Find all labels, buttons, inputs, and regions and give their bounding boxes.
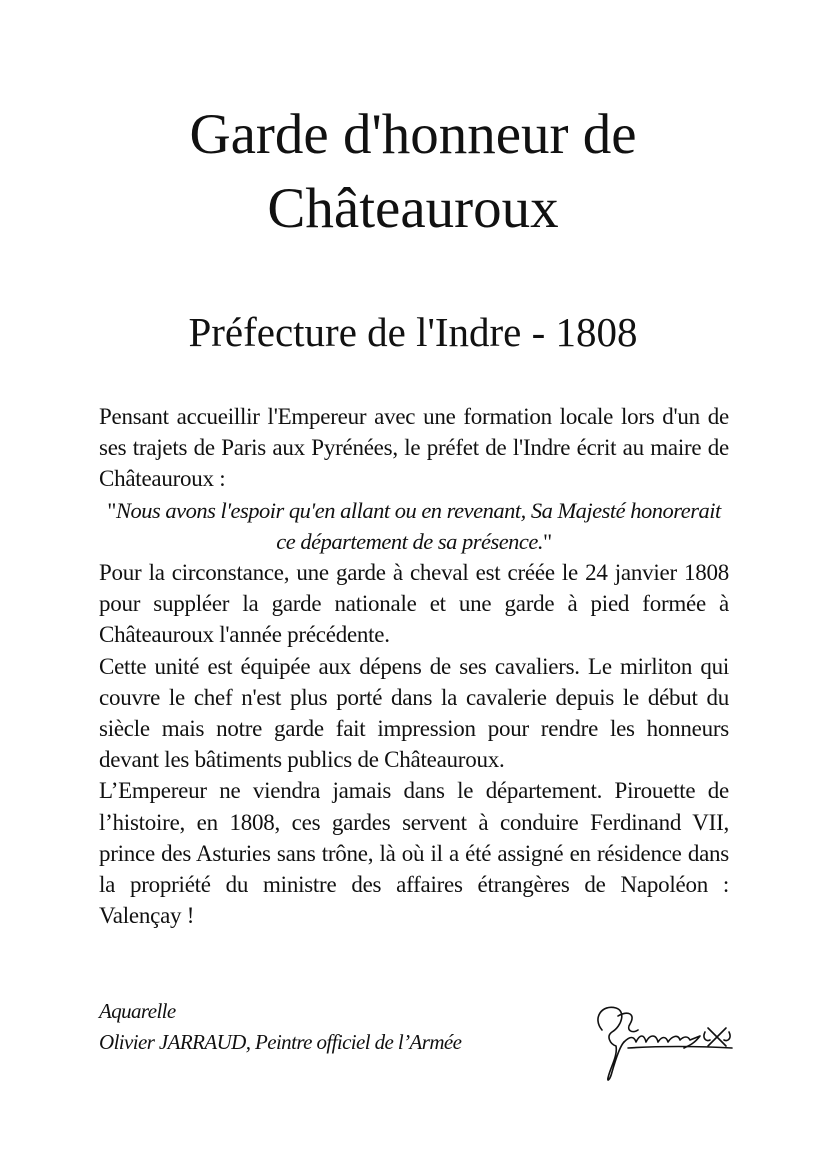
paragraph-mirliton: Cette unité est équipée aux dépens de ses cavaliers. Le mirliton qui couvre le chef n'est plus porté dans la cavalerie depuis le début du siècle mais notre garde fait impression pour rendre les honneurs devant les bâtiments publics de Châteauroux. (99, 653, 729, 773)
paragraph-intro: Pensant accueillir l'Empereur avec une formation locale lors d'un de ses trajets de Paris aux Pyrénées, le préfet de l'Indre écrit au maire de Châteauroux : (99, 404, 729, 492)
signature-underline-stroke (628, 1047, 732, 1049)
prefect-quote (99, 495, 729, 557)
paragraph-valencay: L’Empereur ne viendra jamais dans le département. Pirouette de l’histoire, en 1808, ces gardes servent à conduire Ferdinand VII, prince des Asturies sans trône, là où il a été assigné en résidence dans la propriété du ministre des affaires étrangères de Napoléon : Valençay ! (99, 778, 729, 929)
body-text (99, 401, 729, 931)
quote-open-mark: " (107, 497, 116, 523)
credit-medium: Aquarelle (99, 999, 176, 1023)
quote-close-mark: " (543, 528, 552, 554)
quote-text: Nous avons l'espoir qu'en allant ou en revenant, Sa Majesté honorerait ce département de sa présence. (115, 497, 721, 554)
signature-swords-stroke (704, 1028, 730, 1046)
title-line-1: Garde d'honneur de (189, 103, 637, 166)
artist-signature-image (588, 996, 738, 1082)
paragraph-horse-guard: Pour la circonstance, une garde à cheval est créée le 24 janvier 1808 pour suppléer la garde nationale et une garde à pied formée à Châteauroux l'année précédente. (99, 560, 729, 648)
page-subtitle: Préfecture de l'Indre - 1808 (188, 309, 638, 355)
artist-credits (99, 996, 461, 1058)
signature-initial-stroke (598, 1007, 624, 1080)
page-title (0, 98, 826, 246)
title-line-2: Châteauroux (267, 177, 559, 240)
credit-author: Olivier JARRAUD, Peintre officiel de l’Armée (99, 1030, 462, 1054)
